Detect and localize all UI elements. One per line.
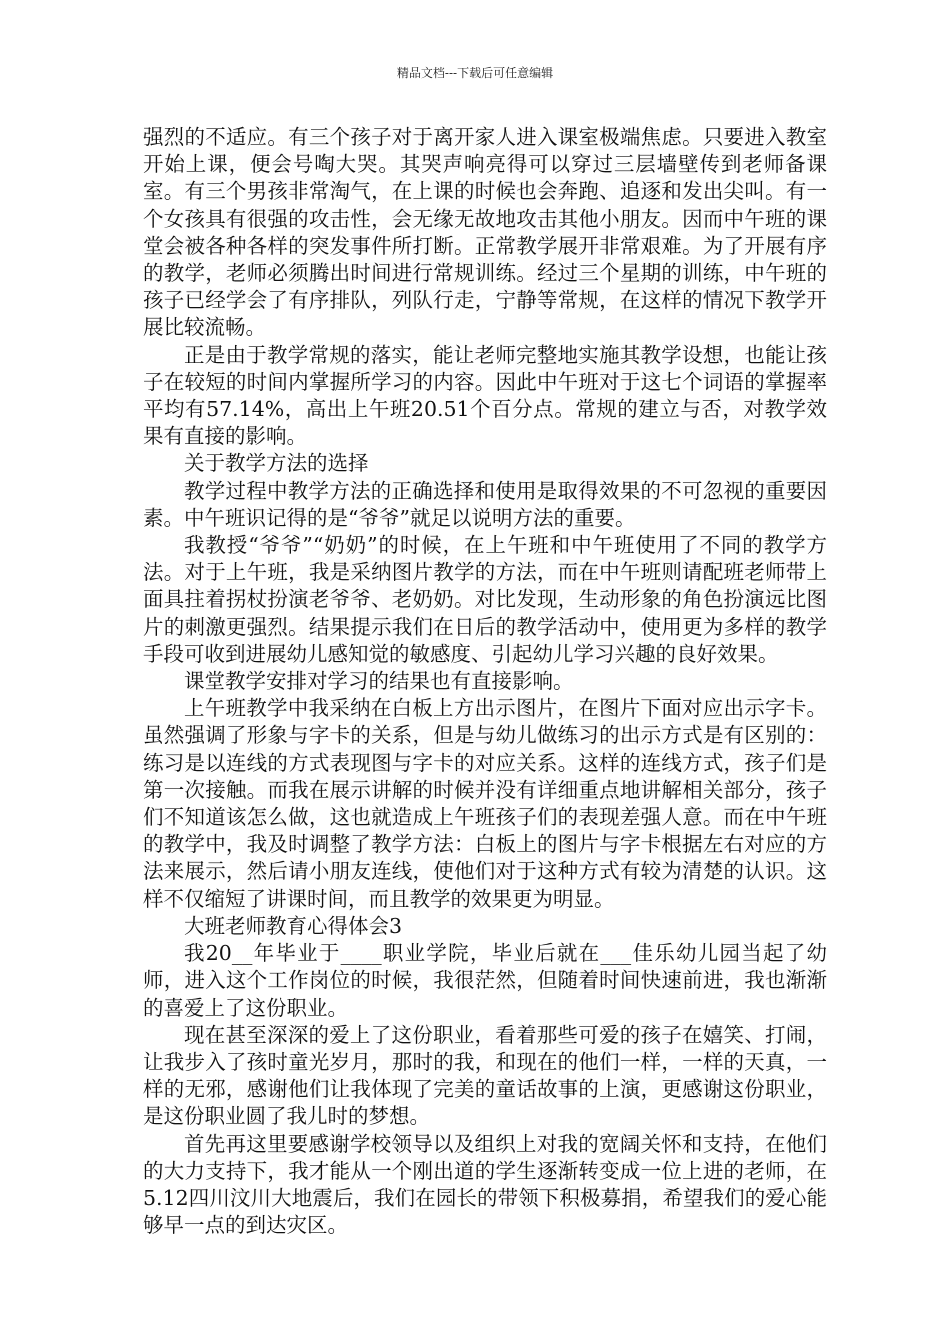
document-body <box>143 124 827 1239</box>
paragraph-love-of-job: 现在甚至深深的爱上了这份职业，看着那些可爱的孩子在嬉笑、打闹，让我步入了孩时童光岁月，那时的我，和现在的他们一样，一样的天真，一样的无邪，感谢他们让我体现了完美的童话故事的上演，更感谢这份职业，是这份职业圆了我儿时的梦想。 <box>143 1022 827 1129</box>
paragraph-thanks: 首先再这里要感谢学校领导以及组织上对我的宽阔关怀和支持，在他们的大力支持下，我才能从一个刚出道的学生逐渐转变成一位上进的老师，在5.12四川汶川大地震后，我们在园长的带领下积极募捐，希望我们的爱心能够早一点的到达灾区。 <box>143 1131 827 1238</box>
paragraph-method-importance: 教学过程中教学方法的正确选择和使用是取得效果的不可忽视的重要因素。中午班识记得的是“爷爷”就足以说明方法的重要。 <box>143 478 827 530</box>
paragraph-graduation: 我20__年毕业于____职业学院，毕业后就在___佳乐幼儿园当起了幼师，进入这个工作岗位的时候，我很茫然，但随着时间快速前进，我也渐渐的喜爱上了这份职业。 <box>143 941 827 1020</box>
paragraph-routine-effect: 正是由于教学常规的落实，能让老师完整地实施其教学设想，也能让孩子在较短的时间内掌握所学习的内容。因此中午班对于这七个词语的掌握率平均有57.14%，高出上午班20.51个百分点。常规的建立与否，对教学效果有直接的影响。 <box>143 342 827 449</box>
paragraph-whiteboard-method: 上午班教学中我采纳在白板上方出示图片，在图片下面对应出示字卡。虽然强调了形象与字卡的关系，但是与幼儿做练习的出示方式是有区别的：练习是以连线的方式表现图与字卡的对应关系。这样的连线方式，孩子们是第一次接触。而我在展示讲解的时候并没有详细重点地讲解相关部分，孩子们不知道该怎么做，这也就造成上午班孩子们的表现差强人意。而在中午班的教学中，我及时调整了教学方法：白板上的图片与字卡根据左右对应的方法来展示，然后请小朋友连线，使他们对于这种方式有较为清楚的认识。这样不仅缩短了讲课时间，而且教学的效果更为明显。 <box>143 696 827 911</box>
page-header: 精品文档---下载后可任意编辑 <box>396 66 554 80</box>
section-heading-teaching-method: 关于教学方法的选择 <box>184 451 369 476</box>
paragraph-arrangement-heading: 课堂教学安排对学习的结果也有直接影响。 <box>184 669 574 694</box>
paragraph-role-play: 我教授“爷爷”“奶奶”的时候，在上午班和中午班使用了不同的教学方法。对于上午班，我是采纳图片教学的方法，而在中午班则请配班老师带上面具拄着拐杖扮演老爷爷、老奶奶。对比发现，生动形象的角色扮演远比图片的刺激更强烈。结果提示我们在日后的教学活动中，使用更为多样的教学手段可收到进展幼儿感知觉的敏感度、引起幼儿学习兴趣的良好效果。 <box>143 533 827 666</box>
paragraph-classroom-anxiety: 强烈的不适应。有三个孩子对于离开家人进入课室极端焦虑。只要进入教室开始上课，便会号啕大哭。其哭声响亮得可以穿过三层墙壁传到老师备课室。有三个男孩非常淘气，在上课的时候也会奔跑、追逐和发出尖叫。有一个女孩具有很强的攻击性，会无缘无故地攻击其他小朋友。因而中午班的课堂会被各种各样的突发事件所打断。正常教学展开非常艰难。为了开展有序的教学，老师必须腾出时间进行常规训练。经过三个星期的训练，中午班的孩子已经学会了有序排队，列队行走，宁静等常规，在这样的情况下教学开展比较流畅。 <box>143 125 827 340</box>
section-heading-experience-3: 大班老师教育心得体会3 <box>184 913 403 938</box>
